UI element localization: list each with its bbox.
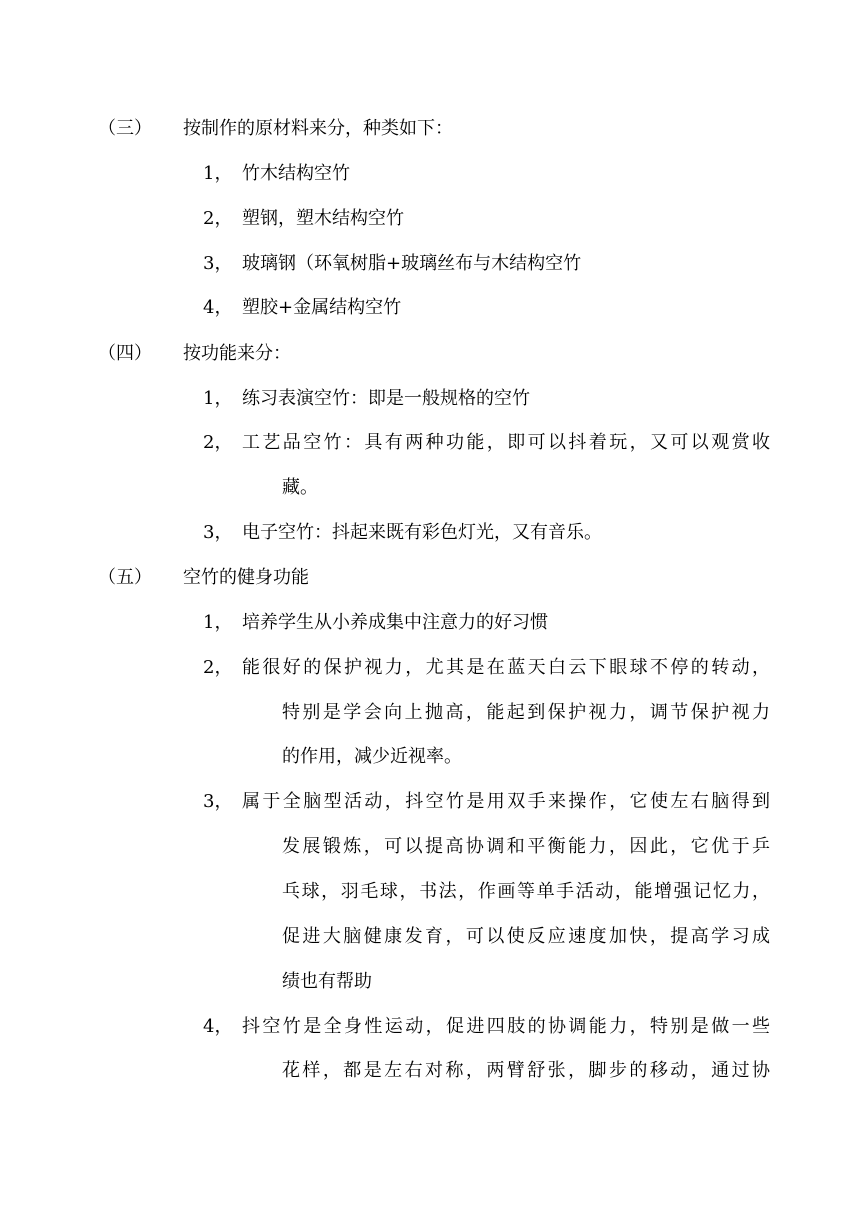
- item-text: 工艺品空竹：具有两种功能，即可以抖着玩，又可以观赏收: [242, 432, 770, 453]
- item-text: 电子空竹：抖起来既有彩色灯光，又有音乐。: [242, 522, 602, 543]
- item-number: 3，: [203, 253, 233, 274]
- item-number: 4，: [203, 297, 233, 318]
- item-text: 抖空竹是全身性运动，促进四肢的协调能力，特别是做一些: [242, 1016, 770, 1037]
- item-number: 4，: [203, 1016, 233, 1037]
- item-text: 练习表演空竹：即是一般规格的空竹: [242, 388, 530, 409]
- item-number: 1，: [203, 163, 233, 184]
- item-text-continuation: 促进大脑健康发育，可以使反应速度加快，提高学习成: [282, 926, 770, 947]
- item-text: 能很好的保护视力，尤其是在蓝天白云下眼球不停的转动，: [242, 657, 770, 678]
- item-text-continuation: 藏。: [282, 477, 318, 498]
- section-number: （三）: [98, 118, 152, 139]
- item-text: 培养学生从小养成集中注意力的好习惯: [242, 612, 548, 633]
- item-text: 竹木结构空竹: [242, 163, 350, 184]
- item-text: 塑钢，塑木结构空竹: [242, 208, 404, 229]
- section-number: （四）: [98, 343, 152, 364]
- item-number: 3，: [203, 791, 233, 812]
- section-number: （五）: [98, 567, 152, 588]
- item-text-continuation: 乓球，羽毛球，书法，作画等单手活动，能增强记忆力，: [282, 881, 770, 902]
- section-title: 空竹的健身功能: [183, 567, 309, 588]
- item-text-continuation: 绩也有帮助: [282, 971, 372, 992]
- item-number: 3，: [203, 522, 233, 543]
- item-text-continuation: 发展锻炼，可以提高协调和平衡能力，因此，它优于乒: [282, 836, 770, 857]
- item-text: 塑胶+金属结构空竹: [242, 297, 402, 318]
- section-title: 按制作的原材料来分，种类如下：: [183, 118, 453, 139]
- item-text: 属于全脑型活动，抖空竹是用双手来操作，它使左右脑得到: [242, 791, 770, 812]
- item-number: 1，: [203, 612, 233, 633]
- section-title: 按功能来分：: [183, 343, 291, 364]
- item-number: 2，: [203, 657, 233, 678]
- item-number: 1，: [203, 388, 233, 409]
- item-text-continuation: 的作用，减少近视率。: [282, 746, 462, 767]
- item-number: 2，: [203, 432, 233, 453]
- item-text-continuation: 特别是学会向上抛高，能起到保护视力，调节保护视力: [282, 702, 770, 723]
- item-text: 玻璃钢（环氧树脂+玻璃丝布与木结构空竹: [242, 253, 582, 274]
- item-text-continuation: 花样，都是左右对称，两臂舒张，脚步的移动，通过协: [282, 1060, 770, 1081]
- item-number: 2，: [203, 208, 233, 229]
